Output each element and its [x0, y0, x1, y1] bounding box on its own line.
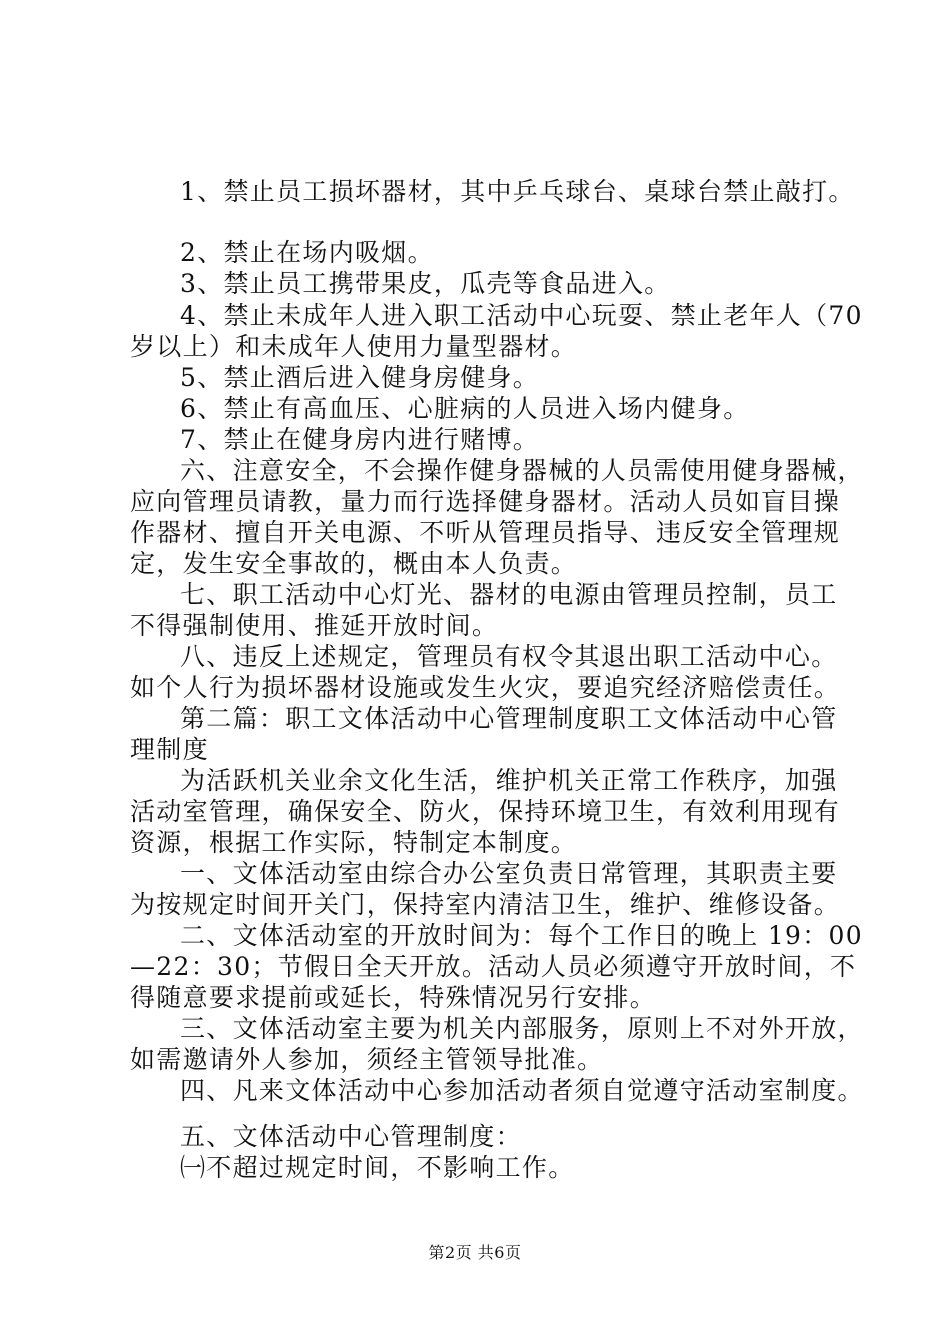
- text-line: 如个人行为损坏器材设施或发生火灾，要追究经济赔偿责任。: [130, 673, 841, 702]
- text-line: 得随意要求提前或延长，特殊情况另行安排。: [130, 983, 657, 1012]
- text-line: 1、禁止员工损坏器材，其中乒乓球台、桌球台禁止敲打。: [180, 177, 855, 206]
- text-line: 五、文体活动中心管理制度：: [180, 1122, 522, 1151]
- text-line: 6、禁止有高血压、心脏病的人员进入场内健身。: [180, 394, 750, 423]
- text-line: 一、文体活动室由综合办公室负责日常管理，其职责主要: [180, 859, 838, 888]
- text-line: 如需邀请外人参加，须经主管领导批准。: [130, 1045, 604, 1074]
- text-line: 作器材、擅自开关电源、不听从管理员指导、违反安全管理规: [130, 518, 841, 547]
- text-line: 三、文体活动室主要为机关内部服务，原则上不对外开放，: [180, 1014, 864, 1043]
- text-line: 2、禁止在场内吸烟。: [180, 238, 434, 267]
- text-line: 资源，根据工作实际，特制定本制度。: [130, 828, 578, 857]
- text-line: 第二篇：职工文体活动中心管理制度职工文体活动中心管: [180, 704, 838, 733]
- page-footer: 第2页 共6页: [428, 1243, 522, 1262]
- text-line: 活动室管理，确保安全、防火，保持环境卫生，有效利用现有: [130, 797, 841, 826]
- text-line: 二、文体活动室的开放时间为：每个工作日的晚上 19：00: [180, 921, 863, 950]
- text-line: 七、职工活动中心灯光、器材的电源由管理员控制，员工: [180, 580, 838, 609]
- text-line: 不得强制使用、推延开放时间。: [130, 611, 499, 640]
- text-line: 5、禁止酒后进入健身房健身。: [180, 363, 540, 392]
- text-line: 4、禁止未成年人进入职工活动中心玩耍、禁止老年人（70: [180, 301, 863, 330]
- text-line: —22：30；节假日全天开放。活动人员必须遵守开放时间，不: [130, 952, 857, 981]
- text-line: 四、凡来文体活动中心参加活动者须自觉遵守活动室制度。: [180, 1076, 864, 1105]
- text-line: 为按规定时间开关门，保持室内清洁卫生，维护、维修设备。: [130, 890, 841, 919]
- text-line: 3、禁止员工携带果皮，瓜壳等食品进入。: [180, 269, 671, 298]
- text-line: 定，发生安全事故的，概由本人负责。: [130, 549, 578, 578]
- text-line: 应向管理员请教，量力而行选择健身器材。活动人员如盲目操: [130, 487, 841, 516]
- text-line: 六、注意安全，不会操作健身器械的人员需使用健身器械，: [180, 456, 864, 485]
- text-line: 7、禁止在健身房内进行赌博。: [180, 425, 540, 454]
- text-line: 八、违反上述规定，管理员有权令其退出职工活动中心。: [180, 642, 838, 671]
- text-line: 岁以上）和未成年人使用力量型器材。: [130, 332, 578, 361]
- text-line: 理制度: [130, 735, 209, 764]
- text-line: 为活跃机关业余文化生活，维护机关正常工作秩序，加强: [180, 766, 838, 795]
- text-line: ㈠不超过规定时间，不影响工作。: [180, 1153, 575, 1182]
